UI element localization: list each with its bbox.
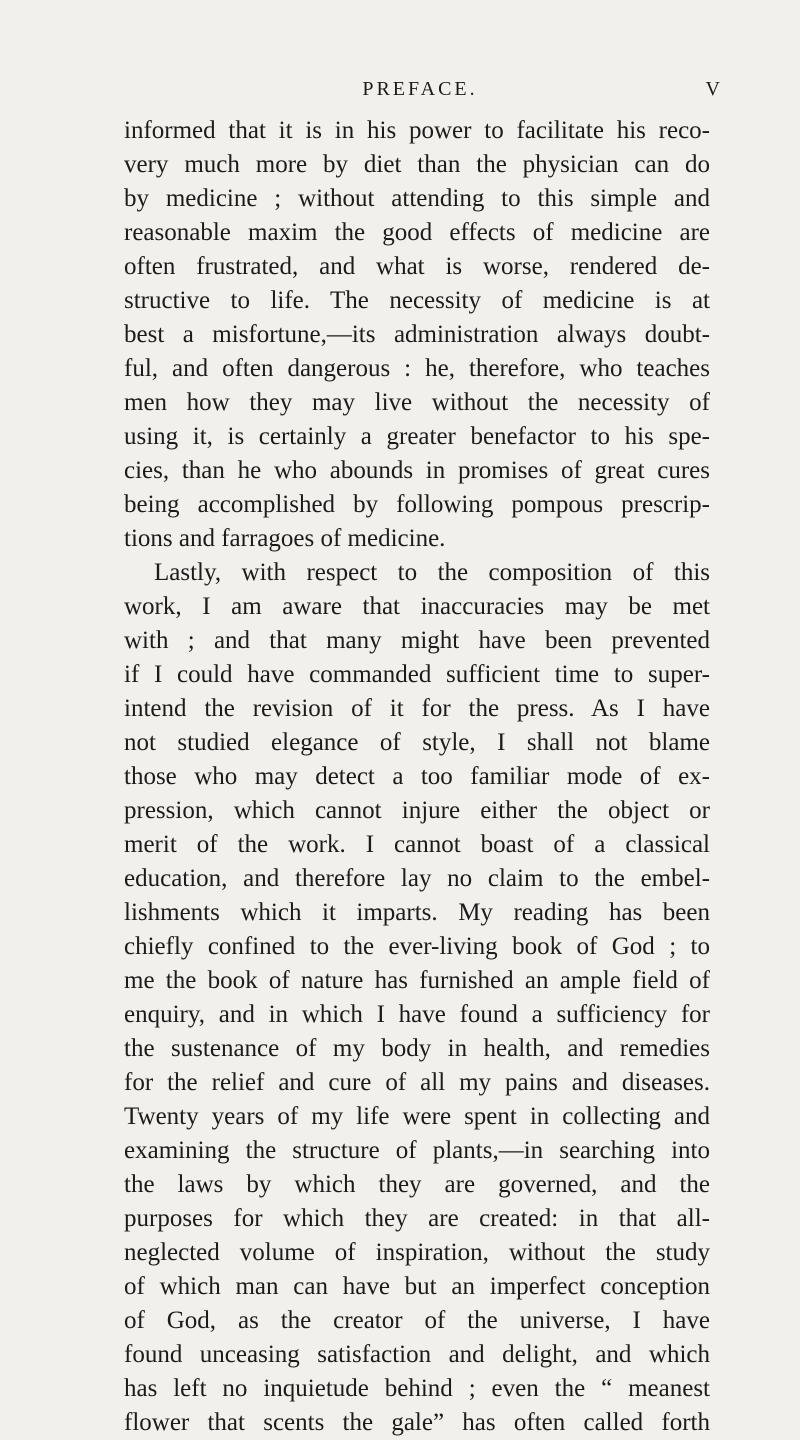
text-line: tions and farragoes of medicine. [124, 525, 446, 552]
text-line: flower that scents the gale” has often called forth [124, 1409, 710, 1436]
text-line: using it, is certainly a greater benefactor to his spe- [124, 423, 710, 450]
text-line: not studied elegance of style, I shall not blame [124, 729, 710, 756]
text-line: men how they may live without the necessity of [124, 389, 710, 416]
text-line: structive to life. The necessity of medicine is at [124, 287, 710, 314]
text-line: Twenty years of my life were spent in collecting and [124, 1103, 710, 1130]
text-line: very much more by diet than the physician can do [124, 151, 710, 178]
text-line: found unceasing satisfaction and delight, and which [124, 1341, 710, 1368]
text-line: enquiry, and in which I have found a sufficiency for [124, 1001, 710, 1028]
text-line: the laws by which they are governed, and the [124, 1171, 710, 1198]
text-line: ful, and often dangerous : he, therefore, who teaches [124, 355, 710, 382]
text-line: has left no inquietude behind ; even the “ meanest [124, 1375, 710, 1402]
text-line: cies, than he who abounds in promises of great cures [124, 457, 710, 484]
text-line: with ; and that many might have been prevented [124, 627, 710, 654]
text-line: intend the revision of it for the press. As I have [124, 695, 710, 722]
text-line: being accomplished by following pompous prescrip- [124, 491, 710, 518]
running-title: PREFACE. [362, 78, 478, 100]
text-line: merit of the work. I cannot boast of a classical [124, 831, 710, 858]
text-line: examining the structure of plants,—in searching into [124, 1137, 710, 1164]
text-line: the sustenance of my body in health, and remedies [124, 1035, 710, 1062]
text-line: often frustrated, and what is worse, rendered de- [124, 253, 710, 280]
running-head [120, 78, 720, 108]
text-line: education, and therefore lay no claim to the embel- [124, 865, 710, 892]
text-line: Lastly, with respect to the composition of this [154, 559, 710, 586]
text-line: if I could have commanded sufficient time to super- [124, 661, 710, 688]
text-line: lishments which it imparts. My reading has been [124, 899, 710, 926]
text-line: of God, as the creator of the universe, I have [124, 1307, 710, 1334]
text-line: neglected volume of inspiration, without the study [124, 1239, 710, 1266]
text-line: chiefly confined to the ever-living book of God ; to [124, 933, 710, 960]
text-line: those who may detect a too familiar mode of ex- [124, 763, 710, 790]
text-line: by medicine ; without attending to this simple and [124, 185, 710, 212]
text-line: reasonable maxim the good effects of medicine are [124, 219, 710, 246]
text-line: me the book of nature has furnished an ample field of [124, 967, 710, 994]
text-line: of which man can have but an imperfect conception [124, 1273, 710, 1300]
text-line: for the relief and cure of all my pains and diseases. [124, 1069, 710, 1096]
text-line: pression, which cannot injure either the object or [124, 797, 710, 824]
text-line: informed that it is in his power to facilitate his reco- [124, 117, 710, 144]
page-number: V [705, 78, 720, 100]
text-line: purposes for which they are created: in that all- [124, 1205, 710, 1232]
text-line: work, I am aware that inaccuracies may be met [124, 593, 710, 620]
text-line: best a misfortune,—its administration always doubt- [124, 321, 710, 348]
